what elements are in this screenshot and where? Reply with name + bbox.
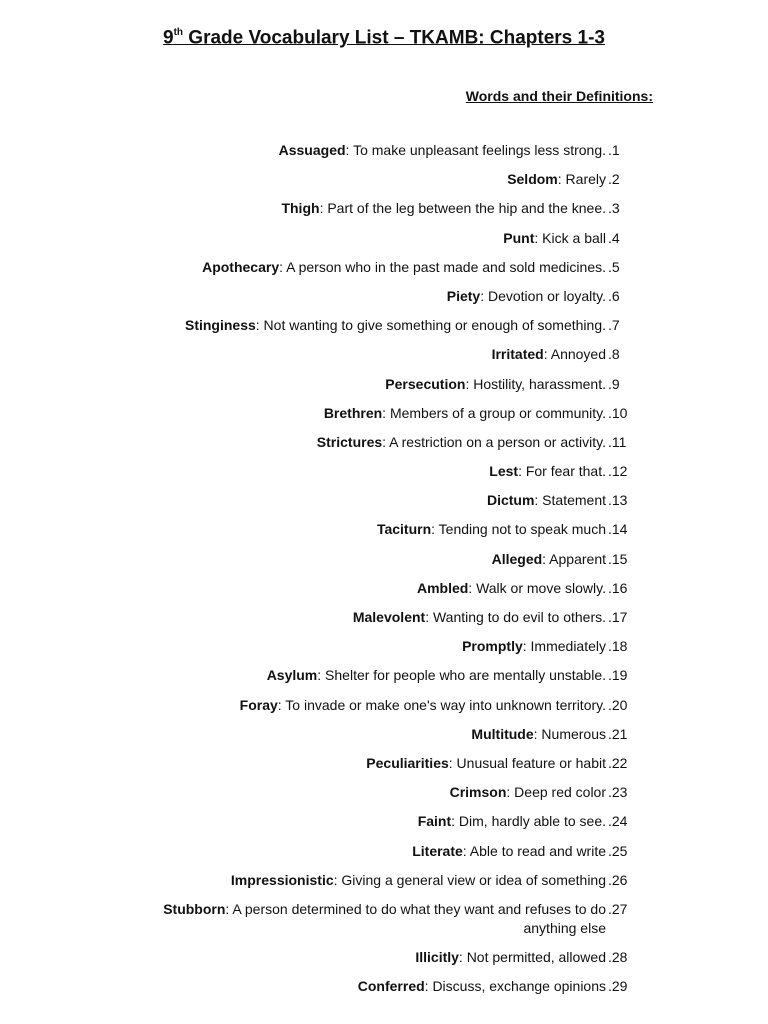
vocab-entry-text xyxy=(447,287,606,306)
vocab-definition: : Part of the leg between the hip and the knee. xyxy=(319,200,606,217)
vocab-definition: : A restriction on a person or activity. xyxy=(382,433,606,450)
vocab-entry xyxy=(130,754,630,773)
vocab-number: .19 xyxy=(608,667,628,684)
vocab-entry xyxy=(130,579,630,598)
vocab-entry xyxy=(130,433,630,452)
vocab-term: Promptly xyxy=(462,638,523,655)
vocab-definition: : Walk or move slowly. xyxy=(468,579,606,596)
vocab-term: Multitude xyxy=(471,725,534,742)
vocab-entry xyxy=(130,783,630,802)
vocab-entry-text xyxy=(281,199,606,218)
vocab-term: Thigh xyxy=(281,200,320,217)
vocab-entry-text xyxy=(415,948,606,967)
vocab-term: Irritated xyxy=(491,346,544,363)
vocab-term: Punt xyxy=(503,229,535,246)
vocab-entry xyxy=(130,287,630,306)
vocab-number: .7 xyxy=(608,317,620,334)
vocab-entry xyxy=(130,375,630,394)
vocab-definition: : Shelter for people who are mentally unstable. xyxy=(317,667,606,684)
vocab-entry-text xyxy=(231,871,606,890)
vocab-entry-text xyxy=(202,258,606,277)
vocab-entry xyxy=(130,900,630,938)
vocab-definition: : Statement xyxy=(534,492,606,509)
vocab-number: .25 xyxy=(608,842,628,859)
vocab-definition: : To make unpleasant feelings less strong. xyxy=(345,142,606,158)
vocab-entry xyxy=(130,316,630,335)
vocab-entry-text xyxy=(507,170,606,189)
vocab-entry-text xyxy=(385,375,606,394)
vocab-term: Ambled xyxy=(416,579,469,596)
vocab-definition: : Wanting to do evil to others. xyxy=(425,609,606,625)
vocab-definition: : Discuss, exchange opinions xyxy=(424,978,606,995)
vocab-term: Impressionistic xyxy=(230,871,334,888)
vocab-definition: : Tending not to speak much xyxy=(431,521,606,538)
page-title xyxy=(0,20,768,52)
vocab-number: .27 xyxy=(608,900,628,917)
vocab-number: .23 xyxy=(608,784,628,801)
vocab-entry-text xyxy=(412,842,606,861)
vocab-entry xyxy=(130,696,630,715)
vocab-entry xyxy=(130,141,630,160)
vocab-entry xyxy=(130,666,630,685)
vocab-term: Apothecary xyxy=(202,258,280,275)
vocab-term: Assuaged xyxy=(278,142,346,158)
vocab-entry-text xyxy=(418,812,606,831)
vocab-entry-text xyxy=(267,666,606,685)
vocab-number: .17 xyxy=(608,609,628,625)
vocab-term: Persecution xyxy=(385,375,466,392)
vocab-term: Taciturn xyxy=(376,521,432,538)
vocab-term: Malevolent xyxy=(352,609,426,625)
vocab-entry xyxy=(130,404,630,423)
vocab-entry xyxy=(130,462,630,481)
vocab-entry-text xyxy=(492,550,606,569)
vocab-entry xyxy=(130,842,630,861)
vocab-definition: : Able to read and write xyxy=(462,842,606,859)
vocab-entry-text xyxy=(358,977,606,996)
vocab-entry-text xyxy=(146,900,606,938)
vocab-entry-text xyxy=(240,696,606,715)
vocab-term: Stinginess xyxy=(184,317,256,334)
vocab-number: .24 xyxy=(608,813,628,830)
vocab-entry xyxy=(130,229,630,248)
vocab-entry-text xyxy=(366,754,606,773)
vocab-term: Faint xyxy=(417,813,452,830)
vocab-definition: : For fear that. xyxy=(518,463,606,480)
vocab-number: .13 xyxy=(608,492,628,509)
vocab-entry xyxy=(130,725,630,744)
vocab-number: .3 xyxy=(608,200,620,217)
vocab-term: Asylum xyxy=(266,667,318,684)
vocab-entry xyxy=(130,491,630,510)
vocab-entry-text xyxy=(503,229,606,248)
vocab-number: .29 xyxy=(608,978,628,995)
vocab-entry xyxy=(130,520,630,539)
vocab-definition: : Rarely xyxy=(557,171,606,188)
vocab-entry xyxy=(130,608,630,627)
vocab-entry-text xyxy=(185,316,606,335)
vocab-number: .18 xyxy=(608,638,628,655)
vocab-entry xyxy=(130,550,630,569)
vocab-number: .8 xyxy=(608,346,620,363)
vocab-term: Crimson xyxy=(449,784,507,801)
vocab-term: Brethren xyxy=(323,404,383,421)
vocab-number: .6 xyxy=(608,287,620,304)
title-text: Grade Vocabulary List – TKAMB: Chapters 1-3 xyxy=(183,27,605,49)
vocab-entry xyxy=(130,948,630,967)
vocab-entry xyxy=(130,871,630,890)
vocab-number: .20 xyxy=(608,696,628,713)
vocab-number: .26 xyxy=(608,871,628,888)
vocab-number: .2 xyxy=(608,171,620,188)
vocab-definition: : Unusual feature or habit xyxy=(448,754,606,771)
vocab-term: Literate xyxy=(412,842,463,859)
title-grade-suffix: th xyxy=(173,27,184,38)
section-heading: Words and their Definitions: xyxy=(465,88,653,104)
vocab-term: Lest xyxy=(489,463,519,480)
vocab-definition: : Deep red color xyxy=(506,784,606,801)
vocab-number: .5 xyxy=(608,258,620,275)
vocab-definition: : Members of a group or community. xyxy=(382,404,606,421)
vocab-number: .14 xyxy=(608,521,628,538)
vocab-entry xyxy=(130,637,630,656)
vocab-entry xyxy=(130,199,630,218)
vocab-term: Alleged xyxy=(491,550,543,567)
vocab-term: Foray xyxy=(239,696,278,713)
vocab-number: .10 xyxy=(608,404,628,421)
vocab-entry xyxy=(130,258,630,277)
vocab-definition: : Devotion or loyalty. xyxy=(480,287,606,304)
vocab-definition: : A person who in the past made and sold medicines. xyxy=(279,258,606,275)
vocab-number: .22 xyxy=(608,754,628,771)
vocab-definition: : Apparent xyxy=(542,550,606,567)
vocab-number: .21 xyxy=(608,725,628,742)
vocab-number: .1 xyxy=(608,142,620,158)
vocab-number: .15 xyxy=(608,550,628,567)
vocab-number: .16 xyxy=(608,579,628,596)
vocab-entry-text xyxy=(471,725,606,744)
vocab-definition: : Immediately xyxy=(522,638,606,655)
vocab-definition: : Not wanting to give something or enough of something. xyxy=(255,317,606,334)
vocab-definition: : Hostility, harassment. xyxy=(465,375,606,392)
vocab-entry-text xyxy=(492,345,606,364)
vocab-entry xyxy=(130,977,630,996)
vocab-term: Seldom xyxy=(507,171,558,188)
vocab-entry-text xyxy=(324,404,606,423)
vocab-definition: : Giving a general view or idea of something xyxy=(333,871,606,888)
vocab-term: Strictures xyxy=(316,433,383,450)
vocab-definition: : A person determined to do what they want and refuses to do anything else xyxy=(225,900,606,936)
vocab-entry-text xyxy=(353,608,606,627)
vocab-number: .12 xyxy=(608,463,628,480)
vocab-entry xyxy=(130,345,630,364)
vocab-entry-text xyxy=(279,141,606,160)
vocab-term: Dictum xyxy=(486,492,535,509)
vocab-term: Conferred xyxy=(357,978,425,995)
vocab-entry-text xyxy=(317,433,606,452)
vocab-term: Peculiarities xyxy=(366,754,449,771)
vocab-entry-text xyxy=(450,783,606,802)
vocab-entry-text xyxy=(377,520,606,539)
vocab-entry xyxy=(130,170,630,189)
vocab-entry-text xyxy=(489,462,606,481)
vocab-definition: : To invade or make one's way into unknown territory. xyxy=(277,696,606,713)
vocab-number: .4 xyxy=(608,229,620,246)
vocab-entry-text xyxy=(487,491,606,510)
vocabulary-list xyxy=(130,141,630,1006)
vocab-term: Stubborn xyxy=(163,900,226,917)
vocab-definition: : Dim, hardly able to see. xyxy=(451,813,606,830)
vocab-term: Illicitly xyxy=(415,949,459,966)
vocab-number: .28 xyxy=(608,949,628,966)
vocab-entry xyxy=(130,812,630,831)
vocab-definition: : Kick a ball xyxy=(534,229,606,246)
vocab-entry-text xyxy=(417,579,606,598)
vocab-definition: : Numerous xyxy=(533,725,606,742)
vocab-entry-text xyxy=(462,637,606,656)
vocab-number: .9 xyxy=(608,375,620,392)
vocab-term: Piety xyxy=(446,287,481,304)
vocab-number: .11 xyxy=(608,433,627,450)
title-grade-number: 9 xyxy=(162,27,174,49)
vocab-definition: : Annoyed xyxy=(543,346,606,363)
vocab-definition: : Not permitted, allowed xyxy=(458,949,606,966)
